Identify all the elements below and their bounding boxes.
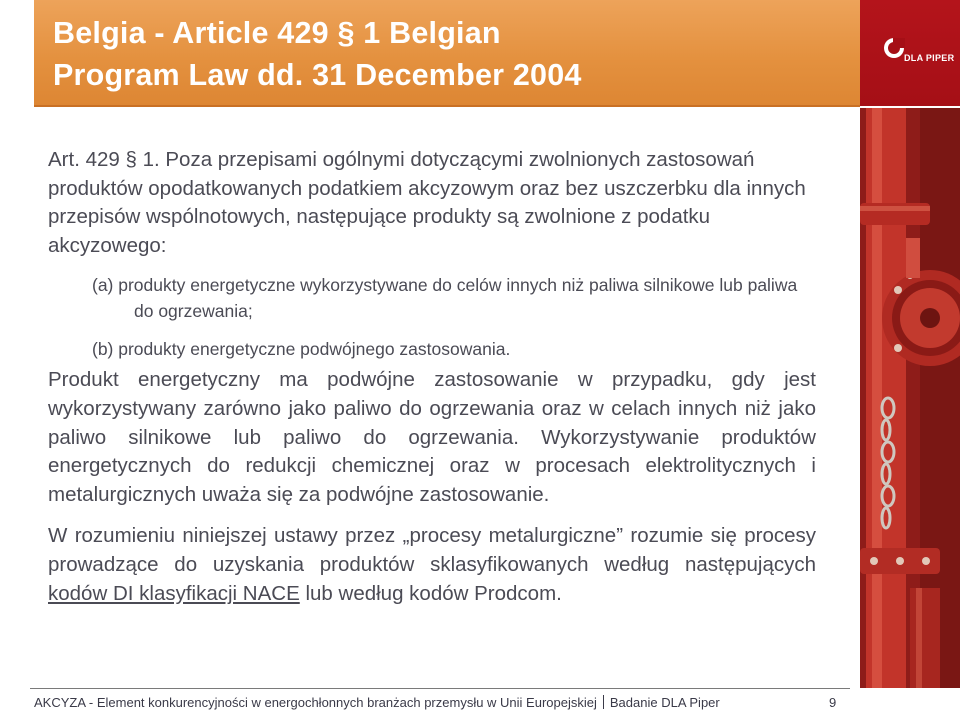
footer-right-text: Badanie DLA Piper	[609, 695, 720, 710]
paragraph-metallurgical-text-end: lub według kodów Prodcom.	[299, 581, 562, 605]
list-item-a: (a) produkty energetyczne wykorzystywane do celów innych niż paliwa silnikowe lub paliwa do ogrzewania;	[92, 275, 798, 322]
footer-divider	[30, 688, 850, 689]
header-divider	[34, 105, 860, 107]
paragraph-metallurgical	[48, 522, 816, 608]
footer-left-text: AKCYZA - Element konkurencyjności w energochłonnych branżach przemysłu w Unii Europejskiej	[34, 695, 597, 710]
footer-separator	[603, 695, 604, 709]
paragraph-article: Art. 429 § 1. Poza przepisami ogólnymi dotyczącymi zwolnionych zastosowań produktów opodatkowanych podatkiem akcyzowym oraz bez uszczerbku dla innych przepisów wspólnotowych, następujące produkty są zwolnione z podatku akcyzowego:	[48, 148, 806, 257]
list-item-b: (b) produkty energetyczne podwójnego zastosowania.	[92, 339, 511, 360]
paragraph-dual-use: Produkt energetyczny ma podwójne zastosowanie w przypadku, gdy jest wykorzystywany zarówno jako paliwo do ogrzewania oraz w celach innych niż jako paliwo silnikowe lub paliwo do ogrzewania. Wykorzystywanie produktów energetycznych do redukcji chemicznej oraz w procesach elektrolitycznych i metalurgicznych uważa się za podwójne zastosowanie.	[48, 368, 816, 506]
title-line-1: Belgia - Article 429 § 1 Belgian	[53, 16, 501, 50]
body-content	[48, 146, 816, 608]
logo-text: DLA PIPER	[904, 53, 955, 63]
nace-codes-link[interactable]: kodów DI klasyfikacji NACE	[48, 581, 300, 605]
slide-title	[53, 12, 582, 96]
valve-illustration-icon	[860, 108, 960, 688]
footer	[34, 695, 720, 710]
title-line-2: Program Law dd. 31 December 2004	[53, 58, 582, 92]
dla-piper-logo-icon	[884, 38, 904, 58]
page-number: 9	[829, 695, 837, 710]
paragraph-metallurgical-text-start: W rozumieniu niniejszej ustawy przez „procesy metalurgiczne” rozumie się procesy prowadzące do uzyskania produktów sklasyfikowanych według następujących	[48, 524, 816, 576]
valve-photo	[860, 108, 960, 688]
